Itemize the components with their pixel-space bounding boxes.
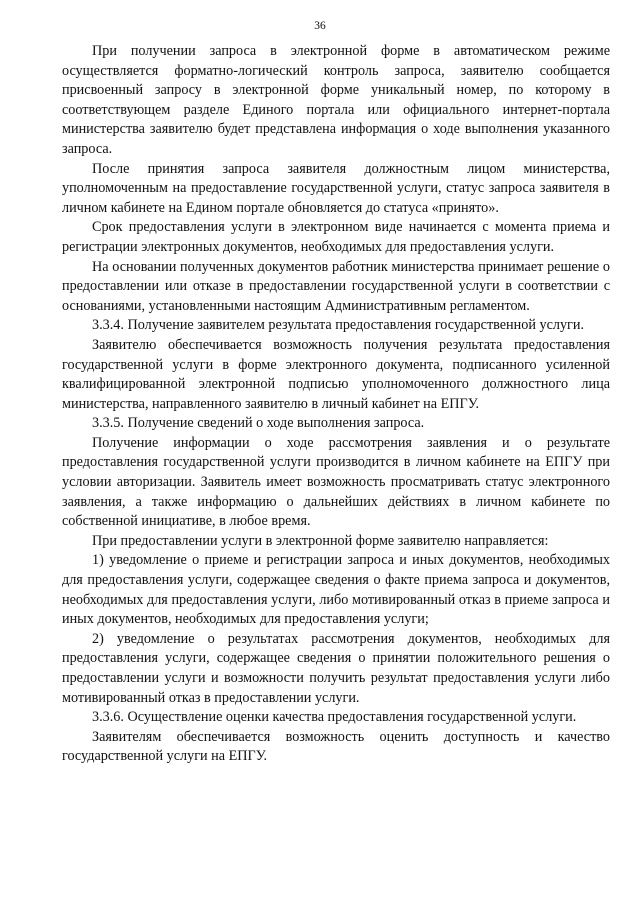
page-number: 36 (314, 20, 326, 32)
section-heading-3-3-5: 3.3.5. Получение сведений о ходе выполнения запроса. (92, 415, 425, 432)
document-body (62, 42, 610, 767)
paragraph-status-information: Получение информации о ходе рассмотрения заявления и о результате предоставления государственной услуги производится в личном кабинете на ЕПГУ при условии авторизации. Заявитель имеет возможность просматривать статус электронного заявления, а также информацию о дальнейших действиях в личном кабинете по собственной инициативе, в любое время. (62, 434, 610, 530)
paragraph-service-term: Срок предоставления услуги в электронном виде начинается с момента приема и регистрации электронных документов, необходимых для предоставления услуги. (62, 219, 610, 255)
section-heading-3-3-6: 3.3.6. Осуществление оценки качества предоставления государственной услуги. (92, 709, 577, 726)
section-heading-3-3-4: 3.3.4. Получение заявителем результата предоставления государственной услуги. (92, 317, 585, 334)
list-item-notification-2: 2) уведомление о результатах рассмотрения документов, необходимых для предоставления услуги, содержащее сведения о принятии положительного решения о предоставлении услуги и возможности получить результат предоставления услуги либо мотивированный отказ в предоставлении услуги. (62, 630, 610, 706)
paragraph-electronic-request-processing: При получении запроса в электронной форме в автоматическом режиме осуществляется форматно-логический контроль запроса, заявителю сообщается присвоенный запросу в электронной форме уникальный номер, по которому в соответствующем разделе Единого портала или официального интернет-портала министерства заявителю будет представлена информация о ходе выполнения указанного запроса. (62, 43, 610, 157)
paragraph-request-status-accepted: После принятия запроса заявителя должностным лицом министерства, уполномоченным на предоставление государственной услуги, статус запроса заявителя в личном кабинете на Едином портале обновляется до статуса «принято». (62, 160, 610, 216)
list-item-notification-1: 1) уведомление о приеме и регистрации запроса и иных документов, необходимых для предоставления услуги, содержащее сведения о факте приема запроса и документов, необходимых для предоставления услуги, либо мотивированный отказ в приеме запроса и иных документов, необходимых для предоставления услуги; (62, 552, 610, 628)
paragraph-notifications-intro: При предоставлении услуги в электронной форме заявителю направляется: (92, 532, 549, 549)
paragraph-decision: На основании полученных документов работник министерства принимает решение о предоставлении или отказе в предоставлении государственной услуги в соответствии с основаниями, установленными настоящим Административным регламентом. (62, 258, 610, 314)
paragraph-result-delivery: Заявителю обеспечивается возможность получения результата предоставления государственной услуги в форме электронного документа, подписанного усиленной квалифицированной электронной подписью уполномоченного должностного лица министерства, направленного заявителю в личный кабинет на ЕПГУ. (62, 336, 610, 412)
paragraph-quality-assessment: Заявителям обеспечивается возможность оценить доступность и качество государственной услуги на ЕПГУ. (62, 728, 610, 765)
